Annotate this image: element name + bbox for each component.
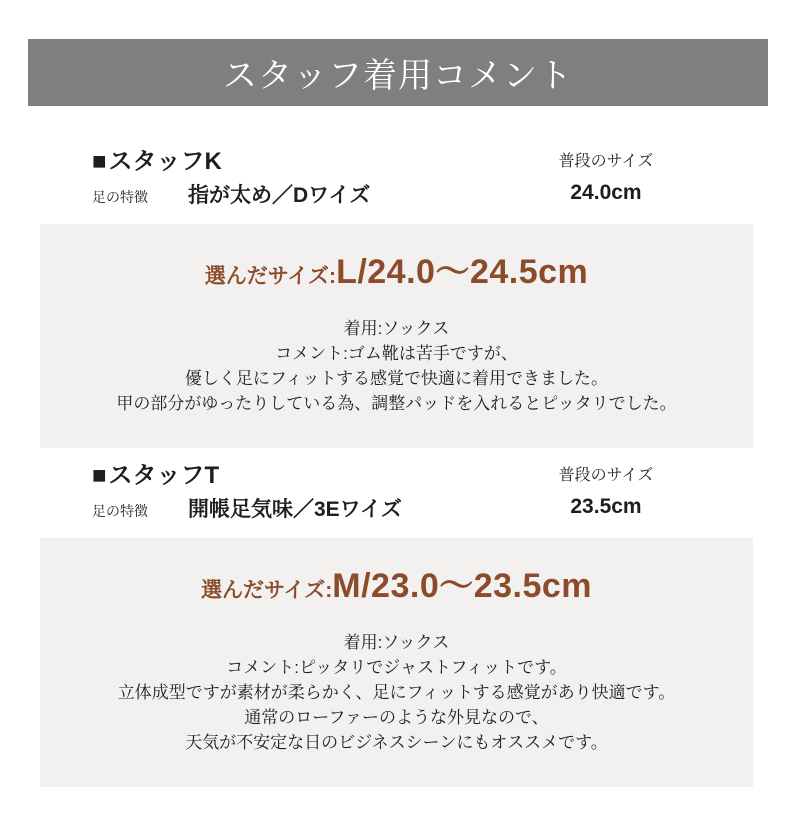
staff-t-usual-size-col [536, 464, 676, 517]
staff-t-name: スタッフT [108, 462, 220, 489]
staff-t-comment-box [40, 538, 753, 787]
staff-k-comment-box [40, 224, 753, 448]
usual-size-label: 普段のサイズ [558, 467, 654, 484]
staff-k-comments [48, 316, 745, 416]
square-bullet-icon: ■ [92, 148, 107, 175]
foot-features-label: 足の特徴 [92, 503, 148, 519]
comment-line: コメント:ピッタリでジャストフィットです。 [226, 658, 567, 677]
staff-k-name: スタッフK [108, 148, 222, 175]
staff-t-chosen-size-line [48, 566, 745, 613]
staff-t-info [92, 464, 402, 522]
foot-features-label: 足の特徴 [92, 189, 148, 205]
staff-k-chosen-size: L/24.0〜24.5cm [336, 253, 589, 291]
staff-t-features-row [92, 499, 402, 522]
square-bullet-icon: ■ [92, 462, 107, 489]
comment-line: 天気が不安定な日のビジネスシーンにもオススメです。 [185, 733, 608, 752]
staff-t-chosen-size: M/23.0〜23.5cm [332, 567, 593, 605]
comment-line: 立体成型ですが素材が柔らかく、足にフィットする感覚があり快適です。 [117, 683, 676, 702]
staff-k-chosen-size-line [48, 252, 745, 299]
staff-t-foot-features: 開帳足気味／3Eワイズ [188, 498, 402, 521]
staff-t-usual-size: 23.5cm [570, 495, 642, 518]
staff-comment-page [0, 39, 800, 839]
staff-k-heading [92, 150, 676, 208]
staff-k-features-row [92, 185, 370, 208]
staff-t-comments [48, 630, 745, 755]
header-bar [28, 39, 768, 106]
comment-line: 通常のローファーのような外見なので、 [244, 708, 549, 727]
page-title: スタッフ着用コメント [223, 58, 573, 95]
staff-t-name-row [92, 464, 402, 488]
comment-line: コメント:ゴム靴は苦手ですが、 [275, 344, 518, 363]
chosen-size-label: 選んだサイズ: [200, 579, 333, 602]
comment-line: 甲の部分がゆったりしている為、調整パッドを入れるとピッタリでした。 [116, 394, 677, 413]
staff-k-info [92, 150, 370, 208]
staff-k-usual-size: 24.0cm [570, 181, 642, 204]
staff-t-heading [92, 464, 676, 522]
comment-line: 着用:ソックス [343, 319, 450, 338]
usual-size-label: 普段のサイズ [558, 153, 654, 170]
staff-k-name-row [92, 150, 370, 174]
comment-line: 着用:ソックス [343, 633, 450, 652]
chosen-size-label: 選んだサイズ: [204, 265, 337, 288]
staff-k-usual-size-col [536, 150, 676, 203]
comment-line: 優しく足にフィットする感覚で快適に着用できました。 [184, 369, 609, 388]
staff-k-foot-features: 指が太め／Dワイズ [188, 184, 371, 207]
